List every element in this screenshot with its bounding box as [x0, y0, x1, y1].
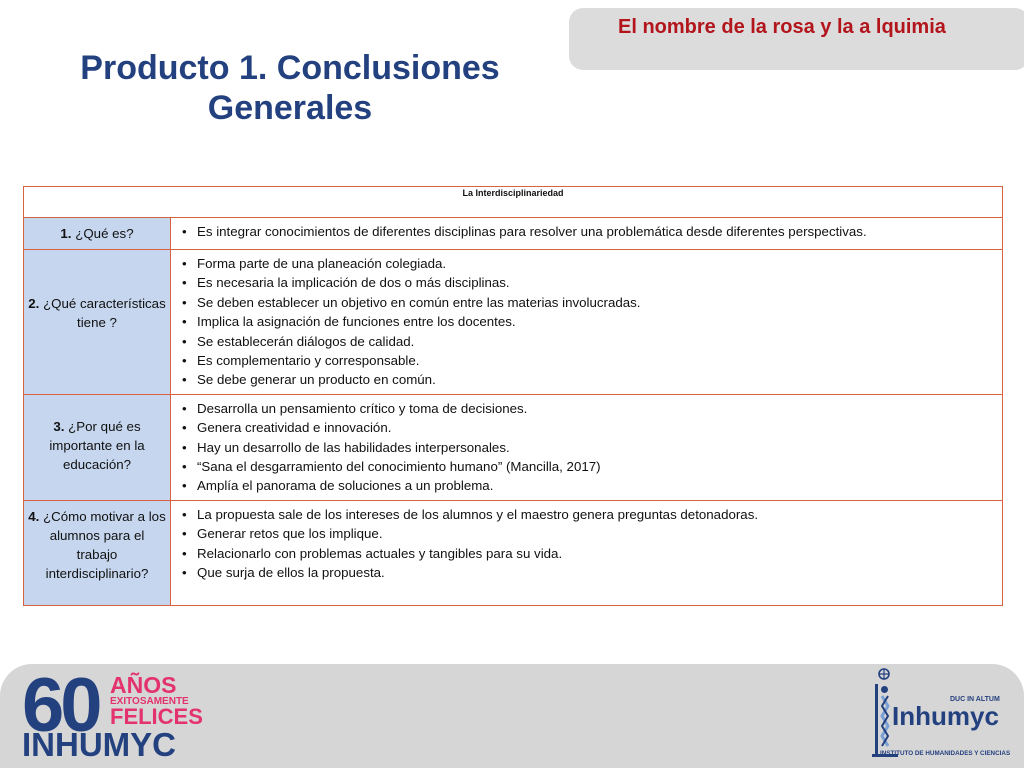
question-text: ¿Qué características tiene ?: [43, 296, 166, 330]
list-item: • Implica la asignación de funciones entre los docentes.: [179, 312, 996, 331]
table-row: [24, 500, 1003, 605]
list-item: • Relacionarlo con problemas actuales y tangibles para su vida.: [179, 544, 996, 563]
question-number: 4.: [28, 508, 40, 524]
interdisciplinarity-table: [23, 186, 1003, 606]
page-title: Producto 1. Conclusiones Generales: [80, 49, 500, 127]
list-item: • Generar retos que los implique.: [179, 524, 996, 543]
list-item: • Forma parte de una planeación colegiada.: [179, 254, 996, 273]
answer-cell: [171, 394, 1003, 500]
list-item: • Se deben establecer un objetivo en común entre las materias involucradas.: [179, 293, 996, 312]
question-cell: [24, 250, 171, 395]
list-item: • Se establecerán diálogos de calidad.: [179, 332, 996, 351]
list-item: • Se debe generar un producto en común.: [179, 370, 996, 389]
question-number: 3.: [53, 418, 65, 434]
list-item: • Que surja de ellos la propuesta.: [179, 563, 996, 582]
table-header: La Interdisciplinariedad: [24, 187, 1003, 218]
logo-exitosamente: EXITOSAMENTE: [110, 696, 189, 707]
logo-felices: FELICES: [110, 704, 203, 729]
list-item: • La propuesta sale de los intereses de los alumnos y el maestro genera preguntas detonadoras.: [179, 505, 996, 524]
question-text: ¿Cómo motivar a los alumnos para el trabajo interdisciplinario?: [43, 508, 166, 581]
list-item: • Es complementario y corresponsable.: [179, 351, 996, 370]
logo-number: 60: [22, 663, 99, 748]
question-cell: [24, 500, 171, 605]
institute-logo: [866, 666, 1022, 766]
logo-name: INHUMYC: [22, 726, 176, 763]
table-row: [24, 394, 1003, 500]
table-row: [24, 250, 1003, 395]
list-item: • Desarrolla un pensamiento crítico y toma de decisiones.: [179, 399, 996, 418]
banner-title: El nombre de la rosa y la a lquimia: [618, 16, 946, 38]
anniversary-logo: [22, 663, 203, 764]
question-number: 1.: [60, 226, 72, 241]
question-text: ¿Qué es?: [75, 226, 134, 241]
logo-anos: AÑOS: [110, 672, 177, 698]
question-number: 2.: [28, 296, 40, 311]
question-cell: [24, 218, 171, 250]
answer-cell: [171, 218, 1003, 250]
list-item: • Hay un desarrollo de las habilidades interpersonales.: [179, 438, 996, 457]
institute-subtitle: INSTITUTO DE HUMANIDADES Y CIENCIAS: [880, 750, 1011, 757]
list-item: • Es integrar conocimientos de diferentes disciplinas para resolver una problemática desde diferentes perspectivas.: [179, 222, 996, 241]
list-item: • Genera creatividad e innovación.: [179, 418, 996, 437]
list-item: • “Sana el desgarramiento del conocimiento humano” (Mancilla, 2017): [179, 457, 996, 476]
answer-cell: [171, 500, 1003, 605]
answer-cell: [171, 250, 1003, 395]
institute-motto: DUC IN ALTUM: [950, 696, 1000, 703]
table-row: [24, 218, 1003, 250]
table-header-row: [24, 187, 1003, 218]
list-item: • Es necesaria la implicación de dos o más disciplinas.: [179, 273, 996, 292]
institute-name: Inhumyc: [892, 701, 999, 731]
question-text: ¿Por qué es importante en la educación?: [49, 418, 145, 472]
list-item: • Amplía el panorama de soluciones a un problema.: [179, 476, 996, 495]
question-cell: [24, 394, 171, 500]
